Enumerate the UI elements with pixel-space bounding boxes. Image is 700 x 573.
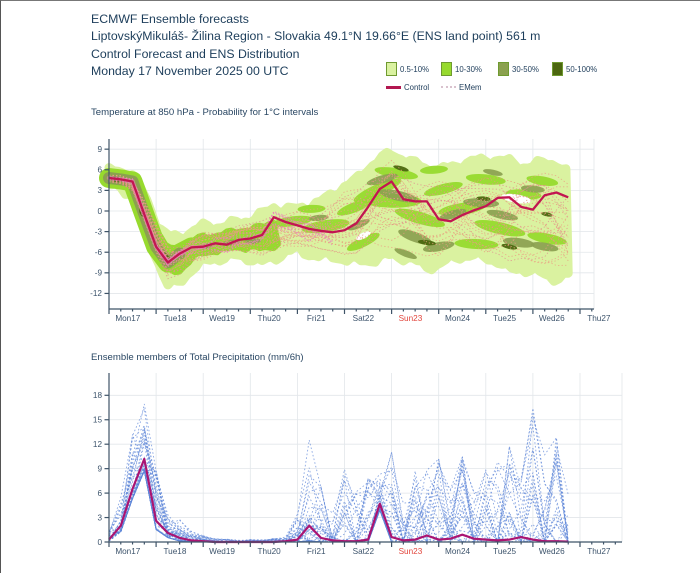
temp-y-tick-label: -6 [94, 248, 102, 258]
precipitation-chart-title: Ensemble members of Total Precipitation (mm/6h) [91, 352, 304, 363]
temp-x-tick-label: Thu20 [257, 314, 281, 323]
prec-gridlines [109, 373, 622, 542]
temp-y-tick-label: 9 [97, 144, 102, 154]
band-50100-label: 50-100% [566, 64, 598, 74]
band-1030-swatch [441, 62, 452, 76]
prec-x-tick-label: Tue25 [493, 547, 517, 556]
temp-x-tick-label: Tue18 [163, 314, 187, 323]
header-location: LiptovskýMikuláš- Žilina Region - Slovakia 49.1°N 19.66°E (ENS land point) 561 m [91, 29, 541, 44]
temp-plot [90, 139, 611, 323]
prec-y-tick-label: 3 [97, 513, 102, 523]
temp-x-tick-label: Tue25 [493, 314, 517, 323]
temp-y-tick-label: -3 [94, 227, 102, 237]
temp-x-tick-label: Sat22 [352, 314, 375, 323]
header-forecast-type: Control Forecast and ENS Distribution [91, 46, 300, 61]
temp-x-tick-label: Mon24 [445, 314, 471, 323]
prec-axes [105, 373, 623, 547]
prec-x-tick-label: Sun23 [398, 547, 423, 556]
temp-x-tick-label: Thu27 [587, 314, 611, 323]
prec-x-tick-label: Fri21 [306, 547, 326, 556]
prec-x-tick-label: Wed26 [538, 547, 565, 556]
temp-y-tick-label: -9 [94, 268, 102, 278]
header-product-title: ECMWF Ensemble forecasts [91, 12, 249, 26]
temp-x-tick-label: Sun23 [398, 314, 423, 323]
prec-x-tick-label: Tue18 [163, 547, 187, 556]
prec-x-tick-label: Thu27 [587, 547, 611, 556]
legend-item-band4 [552, 62, 597, 76]
temp-y-tick-label: 6 [97, 165, 102, 175]
temp-x-tick-label: Mon17 [115, 314, 141, 323]
prec-y-tick-label: 15 [92, 415, 102, 425]
precipitation-ensemble-chart [85, 365, 645, 571]
header-basetime: Monday 17 November 2025 00 UTC [91, 63, 289, 78]
prec-y-tick-label: 0 [97, 537, 102, 547]
control-line-sample [386, 86, 401, 89]
band-3050-label: 30-50% [512, 64, 539, 74]
prec-x-tick-label: Wed19 [209, 547, 235, 556]
legend-item-control [386, 82, 429, 92]
temp-y-tick-label: 3 [97, 186, 102, 196]
temp-x-tick-label: Wed26 [538, 314, 565, 323]
temperature-chart-title: Temperature at 850 hPa - Probability for 1°C intervals [91, 107, 319, 118]
legend-item-emem [441, 82, 482, 92]
temp-x-tick-label: Fri21 [306, 314, 326, 323]
band-3050-swatch [498, 62, 509, 76]
prec-y-tick-label: 6 [97, 488, 102, 498]
legend-item-band2 [441, 62, 482, 76]
emem-line-sample [441, 86, 456, 88]
prec-x-tick-label: Thu20 [257, 547, 281, 556]
prec-y-tick-label: 18 [92, 391, 102, 401]
prec-x-tick-label: Mon24 [445, 547, 471, 556]
band-50100-swatch [552, 62, 563, 76]
prec-y-tick-label: 9 [97, 464, 102, 474]
band-0510-swatch [386, 62, 397, 76]
emem-label: EMem [459, 82, 482, 92]
probability-legend [379, 62, 624, 96]
prec-x-tick-label: Mon17 [115, 547, 141, 556]
control-label: Control [404, 82, 430, 92]
legend-item-band1 [386, 62, 429, 76]
prec-plot [93, 373, 622, 556]
band-0510-label: 0.5-10% [400, 64, 430, 74]
prec-y-tick-label: 12 [92, 440, 102, 449]
temp-y-tick-label: 0 [97, 206, 102, 216]
temp-x-tick-label: Wed19 [209, 314, 235, 323]
temperature-ensemble-chart [85, 135, 645, 337]
legend-item-band3 [498, 62, 539, 76]
prec-x-tick-label: Sat22 [352, 547, 375, 556]
temp-y-tick-label: -12 [90, 289, 102, 299]
band-1030-label: 10-30% [455, 64, 482, 74]
